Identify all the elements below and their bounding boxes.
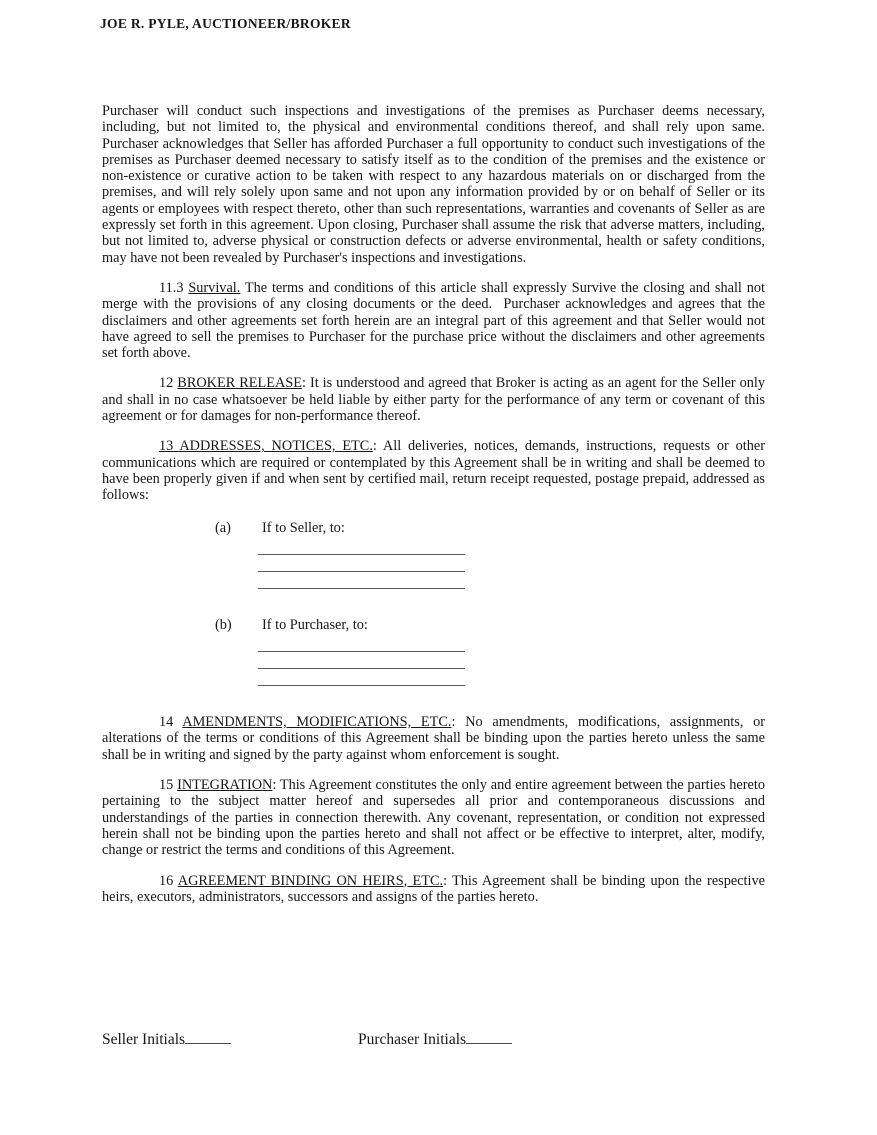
section-15-integration — [102, 777, 765, 858]
section-heading: 13 ADDRESSES, NOTICES, ETC. — [159, 438, 373, 455]
seller-initials — [102, 1028, 231, 1049]
section-16-binding-on-heirs — [102, 873, 765, 906]
address-block-title: If to Seller, to: — [262, 519, 345, 536]
blank-line — [258, 635, 465, 652]
blank-line — [258, 572, 465, 589]
section-heading: AMENDMENTS, MODIFICATIONS, ETC. — [182, 714, 452, 731]
section-number: 12 — [159, 375, 178, 392]
section-14-amendments — [102, 714, 765, 763]
list-item-label: (a) — [215, 519, 231, 536]
section-text: : This Agreement shall be binding upon the respective heirs, executors, administrators, successors and assigns of the parties hereto. — [102, 872, 765, 905]
section-text: The terms and conditions of this article shall expressly Survive the closing and shall not merge with the provisions of any closing documents or the deed. Purchaser acknowledges and agrees that the disclaimers and other agreements set forth herein are an integral part of this agreement and that Seller would not have agreed to sell the premises to Purchaser for the purchase price without the disclaimers and other agreements set forth above. — [102, 279, 765, 362]
section-heading: BROKER RELEASE — [177, 375, 302, 392]
purchaser-initials — [358, 1028, 512, 1049]
paragraph-inspections — [102, 103, 765, 266]
address-blank-lines — [258, 538, 765, 589]
address-block-row — [215, 520, 765, 536]
blank-line — [258, 538, 465, 555]
section-number: 16 — [159, 872, 178, 889]
section-text: : No amendments, modifications, assignments, or alterations of the terms or conditions of this Agreement shall be binding upon the parties hereto unless the same shall be in writing and signed by the party against whom enforcement is sought. — [102, 714, 765, 763]
purchaser-initials-label: Purchaser Initials — [358, 1031, 467, 1048]
page-title: JOE R. PYLE, AUCTIONEER/BROKER — [100, 16, 351, 31]
section-text: : All deliveries, notices, demands, instructions, requests or other communications which are required or contemplated by this Agreement shall be in writing and shall be deemed to have been properly given if and when sent by certified mail, return receipt requested, postage prepaid, addressed as follows: — [102, 438, 765, 504]
blank-line — [258, 669, 465, 686]
address-blank-lines — [258, 635, 765, 686]
section-12-broker-release — [102, 375, 765, 424]
section-heading: AGREEMENT BINDING ON HEIRS, ETC. — [177, 872, 444, 889]
seller-initials-label: Seller Initials — [102, 1031, 186, 1048]
seller-initials-blank-line — [185, 1028, 231, 1044]
section-number: 15 — [159, 777, 178, 794]
address-block-row — [215, 617, 765, 633]
notice-address-block-seller — [215, 520, 765, 589]
address-block-title: If to Purchaser, to: — [262, 616, 368, 633]
section-11-3-survival — [102, 280, 765, 361]
list-item-label: (b) — [215, 616, 232, 633]
notice-address-block-purchaser — [215, 617, 765, 686]
section-number: 14 — [159, 714, 183, 731]
purchaser-initials-blank-line — [466, 1028, 512, 1044]
paragraph-text: Purchaser will conduct such inspections and investigations of the premises as Purchaser deems necessary, including, but not limited to, the physical and environmental conditions thereof, and shall rely upon same. Purchaser acknowledges that Seller has afforded Purchaser a full opportunity to conduct such investigations of the premises as Purchaser deemed necessary to satisfy itself as to the condition of the premises and the existence or non-existence or curative action to be taken with respect to any hazardous materials on or discharged from the premises, and will rely solely upon same and not upon any information provided by or on behalf of Seller or its agents or employees with respect thereto, other than such representations, warranties and covenants of Seller as are expressly set forth in this agreement. Upon closing, Purchaser shall assume the risk that adverse matters, including, but not limited to, adverse physical or construction defects or adverse environmental, health or safety conditions, may have not been revealed by Purchaser's inspections and investigations. — [102, 103, 765, 266]
section-text: : This Agreement constitutes the only and entire agreement between the parties hereto pertaining to the subject matter hereof and supersedes all prior and contemporaneous discussions and understandings of the parties in connection therewith. Any covenant, representation, or condition not expressed herein shall not be binding upon the parties hereto and shall not affect or be effective to interpret, alter, modify, change or restrict the terms and conditions of this Agreement. — [102, 777, 765, 859]
blank-line — [258, 555, 465, 572]
section-text: : It is understood and agreed that Broker is acting as an agent for the Seller only and shall in no case whatsoever be held liable by either party for the performance of any term or covenant of this agreement or for damages for non-performance thereof. — [102, 375, 766, 425]
blank-line — [258, 652, 465, 669]
section-number: 11.3 — [159, 279, 189, 296]
section-13-addresses-notices — [102, 438, 765, 503]
document-body — [102, 103, 765, 919]
section-heading: INTEGRATION — [177, 777, 273, 794]
section-heading: Survival. — [188, 279, 241, 296]
